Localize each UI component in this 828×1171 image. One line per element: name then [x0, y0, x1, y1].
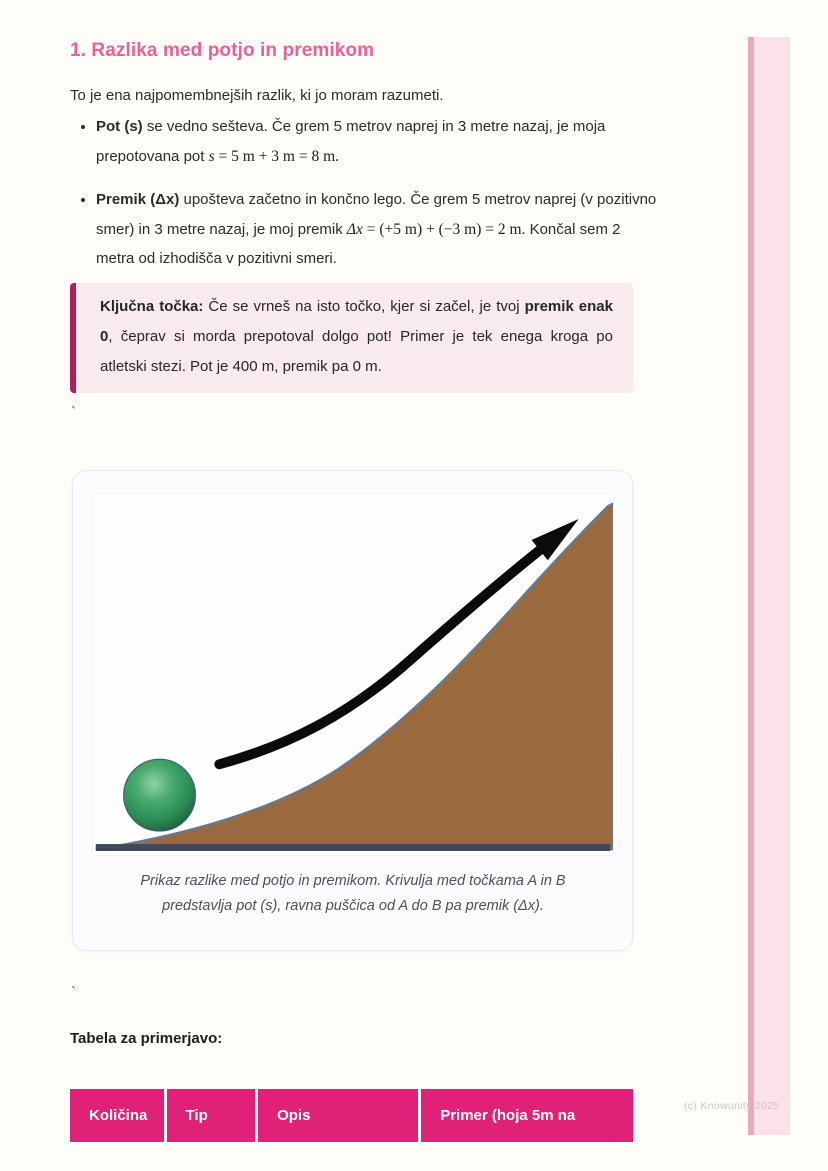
- callout-text: Če se vrneš na isto točko, kjer si začel, je tvoj: [203, 298, 525, 315]
- key-point-callout: [70, 283, 633, 393]
- intro-paragraph: To je ena najpomembnejših razlik, ki jo moram razumeti.: [70, 87, 444, 104]
- ground-line: [96, 844, 611, 851]
- comparison-table-header: [70, 1089, 633, 1142]
- stray-backtick-2: `: [71, 984, 76, 1001]
- watermark: (c) Knowunity 2025: [684, 1100, 780, 1112]
- stray-backtick-1: `: [71, 404, 76, 421]
- hill-illustration-svg: [93, 494, 613, 855]
- hill-illustration: [92, 493, 614, 856]
- green-ball: [124, 759, 196, 831]
- math-expression: s = 5 m + 3 m = 8 m.: [208, 147, 340, 165]
- bullet-text: se vedno sešteva. Če grem 5 metrov naprej in 3 metre nazaj, je moja prepotovana pot: [96, 118, 606, 165]
- bullet-item-premik: [96, 185, 662, 274]
- table-header-cell-kolicina: Količina: [70, 1089, 164, 1142]
- table-header-cell-primer: Primer (hoja 5m na: [421, 1089, 633, 1142]
- table-heading: Tabela za primerjavo:: [70, 1030, 223, 1047]
- callout-text: , čeprav si morda prepotoval dolgo pot! Primer je tek enega kroga po atletski stezi. Pot je 400 m, premik pa 0 m.: [100, 328, 613, 375]
- side-panel: [748, 37, 790, 1135]
- callout-lead: Ključna točka:: [100, 298, 204, 315]
- bullet-text: upošteva začetno in končno lego. Če grem 5 metrov naprej (v pozitivno smer) in 3 metre nazaj, je moj premik: [96, 191, 657, 238]
- table-header-cell-tip: Tip: [167, 1089, 256, 1142]
- figure-caption: Prikaz razlike med potjo in premikom. Krivulja med točkama A in B predstavlja pot (s), ravna puščica od A do B pa premik (Δx).: [140, 873, 566, 914]
- bullet-list: [70, 112, 662, 288]
- table-header-cell-opis: Opis: [258, 1089, 418, 1142]
- figure-card: [72, 470, 633, 951]
- bullet-lead: Premik (Δx): [96, 191, 180, 208]
- bullet-lead: Pot (s): [96, 118, 143, 135]
- section-title: 1. Razlika med potjo in premikom: [70, 40, 375, 61]
- callout-bold: premik enak 0: [100, 298, 613, 345]
- math-expression: Δx = (+5 m) + (−3 m) = 2 m.: [346, 220, 526, 238]
- bullet-tail: Končal sem 2 metra od izhodišča v pozitivni smeri.: [96, 220, 621, 267]
- side-panel-edge: [748, 37, 754, 1135]
- bullet-item-pot: [96, 112, 662, 171]
